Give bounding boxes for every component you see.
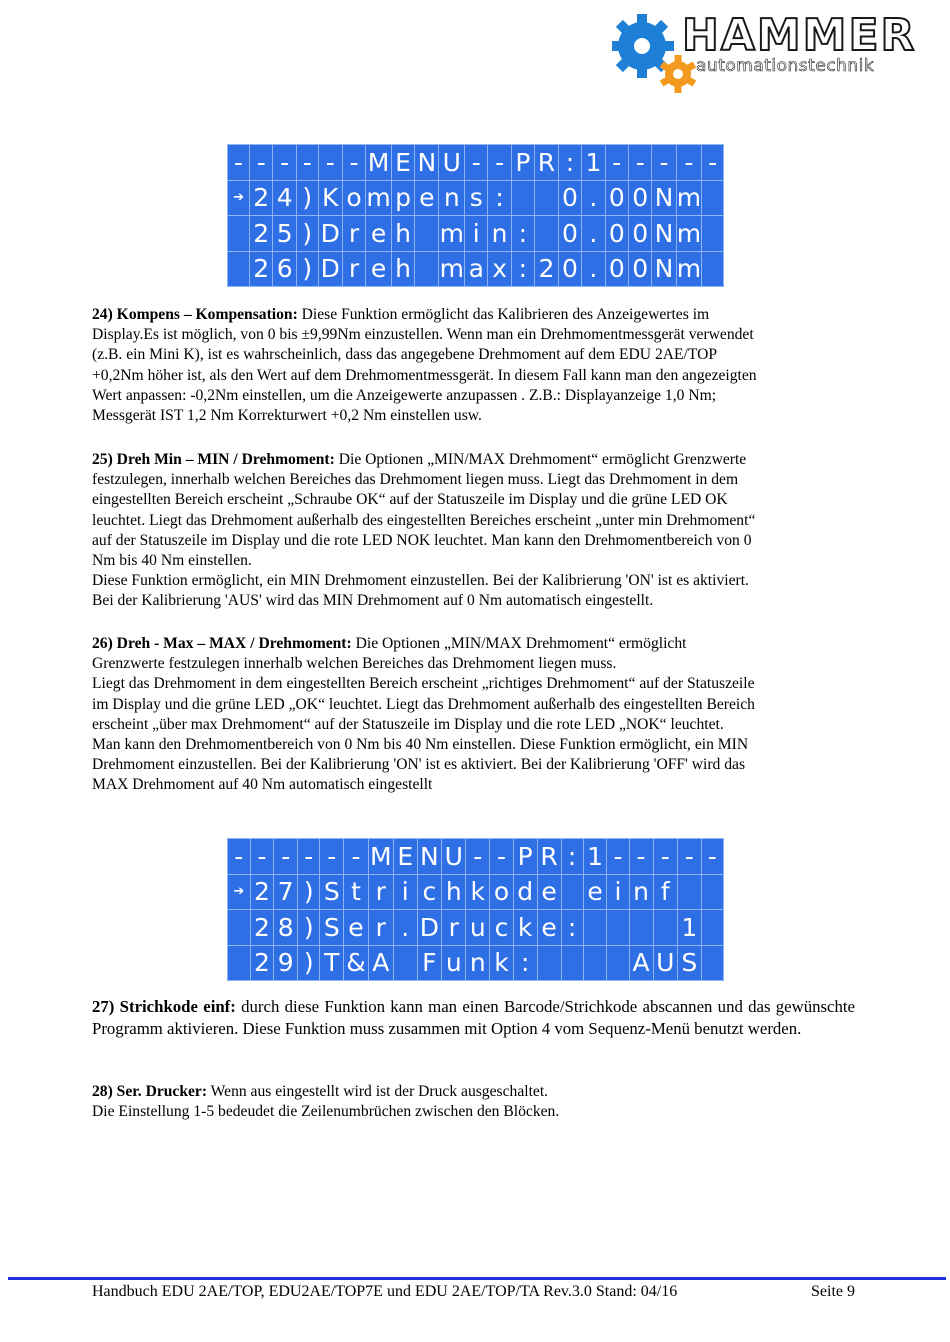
lcd-cell: e — [537, 874, 561, 910]
lcd-cell: - — [652, 145, 676, 181]
lcd-cell: A — [629, 945, 653, 981]
lcd-cell: h — [391, 216, 414, 252]
lcd-cell: D — [318, 251, 342, 287]
lcd-cell: ) — [296, 216, 318, 252]
lcd-cell: m — [676, 251, 702, 287]
lcd-row — [228, 180, 724, 216]
lcd-cell: r — [442, 910, 466, 946]
lcd-cell: F — [417, 945, 442, 981]
lcd-cell — [701, 874, 723, 910]
lcd-cell: c — [417, 874, 442, 910]
lcd-cell: S — [320, 910, 344, 946]
lcd-cell: s — [465, 180, 488, 216]
lcd-cell: 0 — [605, 216, 628, 252]
lcd-cell: 1 — [583, 839, 607, 875]
lcd-cell: e — [344, 910, 369, 946]
section-27 — [92, 996, 855, 1040]
lcd-cell: c — [490, 910, 514, 946]
lcd-cell: K — [318, 180, 342, 216]
lcd-cell — [537, 945, 561, 981]
lcd-cell: - — [228, 145, 250, 181]
lcd-cell: f — [653, 874, 677, 910]
lcd-cell: 2 — [250, 180, 273, 216]
lcd-cell: m — [366, 180, 392, 216]
lcd-cell: e — [583, 874, 607, 910]
lcd-cell: . — [582, 180, 605, 216]
text-line: Messgerät IST 1,2 Nm Korrekturwert +0,2 Nm einstellen usw. — [92, 407, 482, 425]
lcd-cell: U — [442, 839, 466, 875]
lcd-cell: r — [342, 251, 365, 287]
lcd-cell: & — [344, 945, 369, 981]
lcd-cell: - — [320, 839, 344, 875]
lcd-cell: o — [490, 874, 514, 910]
lcd-cell: - — [344, 839, 369, 875]
lcd-cell: m — [439, 216, 465, 252]
lcd-cell: 0 — [558, 180, 581, 216]
lcd-cell — [415, 216, 439, 252]
lcd-cell: ) — [296, 180, 318, 216]
lcd-cell — [415, 251, 439, 287]
text-line: Drehmoment einzustellen. Bei der Kalibrierung 'ON' ist es aktiviert. Bei der Kalibrierung 'OFF' wird das — [92, 756, 746, 774]
lcd-cell: - — [298, 839, 320, 875]
lcd-cell: n — [466, 945, 490, 981]
text-line: Wert anpassen: -0,2Nm einstellen, um die Anzeigewerte anzupassen . Z.B.: Displayanzeige 1,0 Nm; — [92, 386, 717, 404]
lcd-cell: - — [250, 839, 274, 875]
text-line: Die Einstellung 1-5 bedeudet die Zeilenumbrüchen zwischen den Blöcken. — [92, 1103, 560, 1121]
lcd-cell: R — [534, 145, 558, 181]
logo-subtitle: automationstechnik — [696, 56, 875, 76]
lcd-cell: - — [273, 145, 296, 181]
lcd-cell — [677, 874, 701, 910]
lcd-cell: - — [676, 145, 702, 181]
lcd-cell — [393, 945, 417, 981]
lcd-cell: 2 — [250, 216, 273, 252]
lcd-cell: - — [701, 839, 723, 875]
lcd-row — [228, 145, 724, 181]
lcd-cell: 0 — [605, 251, 628, 287]
lcd-cell: S — [677, 945, 701, 981]
logo-brand: HAMMER — [682, 10, 917, 61]
lcd-cell: m — [676, 216, 702, 252]
lcd-cell — [629, 910, 653, 946]
text-line: im Display und die grüne LED „OK“ leuchtet. Liegt das Drehmoment außerhalb des eingestellten Bereich — [92, 695, 755, 713]
lcd-cell: k — [513, 910, 537, 946]
page-number: Seite 9 — [811, 1283, 855, 1300]
lcd-row — [228, 251, 724, 287]
lcd-cell — [534, 216, 558, 252]
lcd-cell: d — [513, 874, 537, 910]
lcd-cell: M — [368, 839, 393, 875]
lcd-cell — [702, 216, 724, 252]
text-line: +0,2Nm höher ist, als den Wert auf dem Drehmomentmessgerät. In diesem Fall kann man den angezeigten — [92, 366, 757, 384]
footer-divider — [8, 1277, 946, 1280]
lcd-cell: 0 — [558, 216, 581, 252]
lcd-cell: e — [537, 910, 561, 946]
lcd-cell — [561, 945, 583, 981]
lcd-cell: i — [465, 216, 488, 252]
lcd-cell: r — [342, 216, 365, 252]
lcd-cell: m — [676, 180, 702, 216]
text-line: auf der Statuszeile im Display und die rote LED NOK leuchtet. Man kann den Drehmomentbereich von 0 — [92, 531, 752, 549]
lcd-cell: - — [342, 145, 365, 181]
lcd-cell: : — [488, 180, 511, 216]
lcd-cell: - — [488, 145, 511, 181]
lcd-cell — [511, 180, 534, 216]
lcd-cell: 0 — [605, 180, 628, 216]
lcd-cell: : — [511, 251, 534, 287]
lcd-cell: 2 — [250, 910, 274, 946]
text-line: Diese Funktion ermöglicht das Kalibrieren des Anzeigewertes im — [297, 306, 710, 323]
lcd-cell — [561, 874, 583, 910]
lcd-cell: - — [318, 145, 342, 181]
lcd-cell: t — [344, 874, 369, 910]
lcd-cell: N — [652, 216, 676, 252]
lcd-cell: P — [513, 839, 537, 875]
lcd-cell: - — [296, 145, 318, 181]
lcd-display-menu-27-29 — [227, 838, 724, 981]
lcd-cell: 0 — [629, 251, 652, 287]
lcd-cell: : — [561, 910, 583, 946]
lcd-cell: N — [417, 839, 442, 875]
lcd-cell: 5 — [273, 216, 296, 252]
text-line: leuchtet. Liegt das Drehmoment außerhalb des eingestellten Bereiches erscheint „unter min Drehmoment“ — [92, 511, 756, 529]
lcd-cell: 7 — [274, 874, 298, 910]
lcd-cell — [228, 216, 250, 252]
lcd-cell: - — [605, 145, 628, 181]
lcd-cell: : — [561, 839, 583, 875]
lcd-cell: 4 — [273, 180, 296, 216]
lcd-cell: . — [582, 216, 605, 252]
lcd-cell — [228, 910, 251, 946]
lcd-cell: h — [391, 251, 414, 287]
lcd-cell: i — [393, 874, 417, 910]
text-line: Liegt das Drehmoment in dem eingestellten Bereich erscheint „richtiges Drehmoment“ auf der Statuszeile — [92, 675, 755, 693]
section-24 — [92, 305, 855, 426]
section-28-heading: 28) Ser. Drucker: — [92, 1083, 208, 1100]
lcd-cell: 2 — [250, 251, 273, 287]
lcd-cell: - — [607, 839, 629, 875]
text-line: MAX Drehmoment auf 40 Nm automatisch eingestellt — [92, 776, 433, 794]
lcd-cell: P — [511, 145, 534, 181]
arrow-right-icon: ➔ — [228, 874, 251, 910]
text-line: Die Optionen „MIN/MAX Drehmoment“ ermöglicht — [351, 635, 687, 652]
lcd-cell: n — [488, 216, 511, 252]
lcd-cell — [653, 910, 677, 946]
lcd-cell: n — [439, 180, 465, 216]
lcd-cell: r — [368, 910, 393, 946]
lcd-cell: 8 — [274, 910, 298, 946]
text-line: Nm bis 40 Nm einstellen. — [92, 552, 252, 570]
lcd-cell: u — [442, 945, 466, 981]
lcd-cell: k — [466, 874, 490, 910]
lcd-cell — [607, 945, 629, 981]
lcd-cell: 6 — [273, 251, 296, 287]
lcd-cell: N — [652, 251, 676, 287]
lcd-cell: n — [629, 874, 653, 910]
lcd-cell — [702, 251, 724, 287]
text-line: Man kann den Drehmomentbereich von 0 Nm bis 40 Nm einstellen. Diese Funktion ermöglicht, ein MIN — [92, 736, 749, 754]
lcd-cell: i — [607, 874, 629, 910]
lcd-cell: 9 — [274, 945, 298, 981]
text-line: festzulegen, innerhalb welchen Bereiches das Drehmoment liegen muss. Liegt das Drehmoment in dem — [92, 471, 739, 489]
lcd-row — [228, 839, 724, 875]
footer-document-title: Handbuch EDU 2AE/TOP, EDU2AE/TOP7E und EDU 2AE/TOP/TA Rev.3.0 Stand: 04/16 — [92, 1283, 678, 1300]
lcd-cell: - — [228, 839, 251, 875]
text-line: Display.Es ist möglich, von 0 bis ±9,99Nm einzustellen. Wenn man ein Drehmomentmessgerät verwendet — [92, 326, 754, 344]
lcd-cell: N — [415, 145, 439, 181]
lcd-cell: 2 — [250, 945, 274, 981]
section-28 — [92, 1082, 855, 1122]
lcd-cell: N — [652, 180, 676, 216]
company-logo — [612, 10, 917, 98]
lcd-cell: 1 — [582, 145, 605, 181]
text-line: Grenzwerte festzulegen innerhalb welchen Bereiches das Drehmoment liegen muss. — [92, 655, 617, 673]
lcd-cell: u — [466, 910, 490, 946]
lcd-display-menu-24-26 — [227, 144, 724, 287]
text-line: Diese Funktion ermöglicht, ein MIN Drehmoment einzustellen. Bei der Kalibrierung 'ON' ist es aktiviert. — [92, 572, 749, 590]
lcd-cell: - — [490, 839, 514, 875]
lcd-cell: k — [490, 945, 514, 981]
lcd-cell — [702, 180, 724, 216]
arrow-right-icon: ➔ — [228, 180, 250, 216]
lcd-cell: : — [558, 145, 581, 181]
lcd-cell: - — [250, 145, 273, 181]
lcd-cell: e — [366, 251, 392, 287]
lcd-cell: e — [415, 180, 439, 216]
section-25 — [92, 450, 855, 612]
lcd-cell: ) — [296, 251, 318, 287]
text-line: (z.B. ein Mini K), ist es wahrscheinlich, dass das angegebene Drehmoment auf dem EDU 2AE/TOP — [92, 346, 718, 364]
lcd-cell: 0 — [629, 180, 652, 216]
section-27-text: durch diese Funktion kann man einen Barcode/Strichkode abscannen und das gewünschte Programm aktivieren. Diese Funktion muss zusammen mit Option 4 vom Sequenz-Menü benutzt werden. — [92, 997, 855, 1038]
lcd-cell — [701, 910, 723, 946]
lcd-cell — [583, 945, 607, 981]
lcd-cell: 2 — [534, 251, 558, 287]
lcd-cell: - — [466, 839, 490, 875]
lcd-cell — [228, 945, 251, 981]
section-26 — [92, 634, 855, 796]
lcd-row — [228, 945, 724, 981]
lcd-cell: : — [513, 945, 537, 981]
lcd-cell: 1 — [677, 910, 701, 946]
lcd-cell — [534, 180, 558, 216]
lcd-cell — [228, 251, 250, 287]
lcd-cell: M — [366, 145, 392, 181]
lcd-cell: o — [342, 180, 365, 216]
lcd-cell: D — [318, 216, 342, 252]
lcd-cell: S — [320, 874, 344, 910]
lcd-cell: A — [368, 945, 393, 981]
lcd-cell — [701, 945, 723, 981]
lcd-cell: p — [391, 180, 414, 216]
lcd-cell: r — [368, 874, 393, 910]
lcd-cell: e — [366, 216, 392, 252]
lcd-cell: h — [442, 874, 466, 910]
section-25-heading: 25) Dreh Min – MIN / Drehmoment: — [92, 451, 335, 468]
lcd-cell: U — [439, 145, 465, 181]
lcd-cell — [607, 910, 629, 946]
lcd-cell: - — [677, 839, 701, 875]
lcd-cell: - — [702, 145, 724, 181]
text-line: erscheint „über max Drehmoment“ auf der Statuszeile im Display und die rote LED „NOK“ leuchtet. — [92, 715, 724, 733]
lcd-cell: T — [320, 945, 344, 981]
lcd-row — [228, 874, 724, 910]
text-line: Bei der Kalibrierung 'AUS' wird das MIN Drehmoment auf 0 Nm automatisch eingestellt. — [92, 592, 654, 610]
lcd-cell: U — [653, 945, 677, 981]
lcd-cell: - — [274, 839, 298, 875]
lcd-cell: x — [488, 251, 511, 287]
lcd-cell: ) — [298, 910, 320, 946]
lcd-cell: ) — [298, 945, 320, 981]
lcd-cell: 0 — [629, 216, 652, 252]
text-line: eingestellten Bereich erscheint „Schraube OK“ auf der Statuszeile im Display und die grüne LED OK — [92, 491, 728, 509]
lcd-cell: 2 — [250, 874, 274, 910]
lcd-cell: a — [465, 251, 488, 287]
lcd-cell: E — [391, 145, 414, 181]
page-footer — [92, 1283, 855, 1301]
section-24-heading: 24) Kompens – Kompensation: — [92, 306, 298, 323]
lcd-cell: E — [393, 839, 417, 875]
lcd-cell: m — [439, 251, 465, 287]
text-line: Die Optionen „MIN/MAX Drehmoment“ ermöglicht Grenzwerte — [334, 451, 747, 468]
lcd-cell: - — [629, 839, 653, 875]
lcd-cell: : — [511, 216, 534, 252]
lcd-cell: ) — [298, 874, 320, 910]
section-27-heading: 27) Strichkode einf: — [92, 997, 236, 1016]
lcd-row — [228, 910, 724, 946]
lcd-cell: - — [653, 839, 677, 875]
lcd-cell: . — [582, 251, 605, 287]
lcd-cell: R — [537, 839, 561, 875]
lcd-cell — [583, 910, 607, 946]
lcd-row — [228, 216, 724, 252]
lcd-cell: . — [393, 910, 417, 946]
lcd-cell: D — [417, 910, 442, 946]
section-26-heading: 26) Dreh - Max – MAX / Drehmoment: — [92, 635, 352, 652]
lcd-cell: - — [629, 145, 652, 181]
text-line: Wenn aus eingestellt wird ist der Druck ausgeschaltet. — [207, 1083, 549, 1100]
lcd-cell: 0 — [558, 251, 581, 287]
lcd-cell: - — [465, 145, 488, 181]
